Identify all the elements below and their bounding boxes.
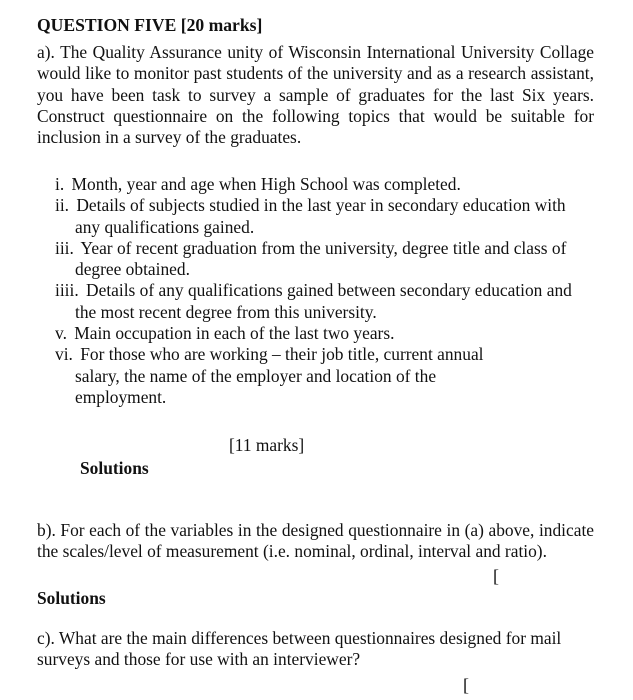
list-item-marker: iii. bbox=[55, 237, 74, 258]
topic-list bbox=[55, 174, 595, 408]
list-item-text: Main occupation in each of the last two years. bbox=[74, 323, 395, 344]
list-item bbox=[55, 195, 595, 238]
list-item bbox=[55, 280, 595, 323]
cut-off-text-fragment bbox=[37, 694, 97, 700]
list-item bbox=[55, 238, 595, 281]
list-item bbox=[55, 174, 595, 195]
list-item bbox=[55, 323, 595, 344]
part-a-marks: [11 marks] bbox=[229, 435, 305, 455]
list-item-text: For those who are working – their job title, current annual salary, the name of the employer and location of the employment. bbox=[75, 344, 484, 407]
list-item-text: Details of any qualifications gained between secondary education and the most recent degree from this university. bbox=[75, 280, 572, 322]
part-b-solutions-label: Solutions bbox=[37, 588, 106, 608]
list-item-marker: vi. bbox=[55, 344, 73, 365]
list-item-marker: ii. bbox=[55, 195, 70, 216]
part-b-paragraph: b). For each of the variables in the designed questionnaire in (a) above, indicate the scales/level of measurement (i.e. nominal, ordinal, interval and ratio). bbox=[37, 520, 594, 562]
list-item-marker: v. bbox=[55, 323, 67, 344]
list-item bbox=[55, 344, 505, 408]
list-item-text: Year of recent graduation from the university, degree title and class of degree obtained. bbox=[75, 237, 567, 280]
list-item-text: Month, year and age when High School was completed. bbox=[71, 174, 461, 194]
question-heading: QUESTION FIVE [20 marks] bbox=[37, 15, 263, 35]
list-item-text: Details of subjects studied in the last year in secondary education with any qualifications gained. bbox=[75, 195, 566, 237]
list-item-marker: iiii. bbox=[55, 280, 79, 301]
list-item-marker: i. bbox=[55, 174, 65, 194]
part-c-marks-bracket: [ bbox=[463, 675, 469, 695]
part-c-paragraph: c). What are the main differences between questionnaires designed for mail surveys and those for use with an interviewer? bbox=[37, 628, 562, 670]
part-a-paragraph: a). The Quality Assurance unity of Wisconsin International University Collage would like to monitor past students of the university and as a research assistant, you have been task to survey a sample of graduates for the last Six years. Construct questionnaire on the following topics that would be suitable for inclusion in a survey of the graduates. bbox=[37, 42, 594, 148]
part-b-marks-bracket: [ bbox=[493, 566, 499, 586]
part-a-solutions-label: Solutions bbox=[80, 458, 149, 478]
